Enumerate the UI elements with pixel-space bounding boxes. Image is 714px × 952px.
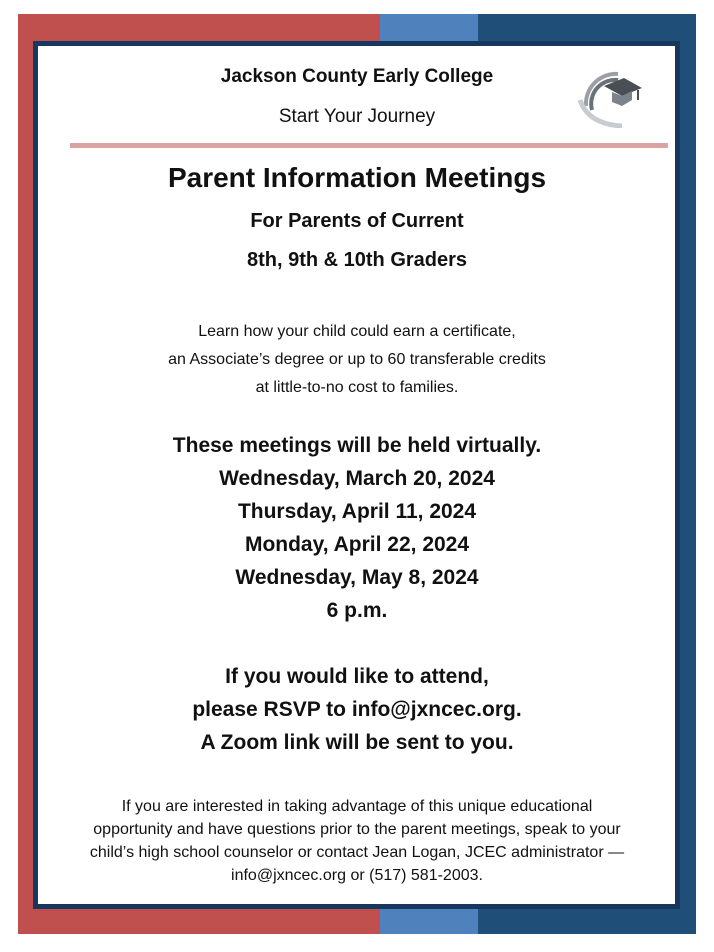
- rsvp-line-2: please RSVP to info@jxncec.org.: [192, 698, 522, 721]
- rsvp-line-3: A Zoom link will be sent to you.: [200, 731, 514, 754]
- meeting-date: Wednesday, March 20, 2024: [219, 467, 495, 490]
- intro-line-2: an Associate’s degree or up to 60 transferable credits: [168, 351, 546, 368]
- intro-line-3: at little-to-no cost to families.: [255, 379, 459, 396]
- footer-line-4: info@jxncec.org or (517) 581-2003.: [231, 867, 483, 884]
- footer-line-1: If you are interested in taking advantage of this unique educational: [121, 798, 593, 815]
- school-name: Jackson County Early College: [220, 66, 494, 87]
- tagline: Start Your Journey: [278, 106, 436, 127]
- footer-line-3: child’s high school counselor or contact Jean Logan, JCEC administrator —: [89, 844, 625, 861]
- graduation-cap-logo-icon: [578, 66, 644, 128]
- subtitle-line-1: For Parents of Current: [250, 210, 464, 232]
- meeting-date: Thursday, April 11, 2024: [237, 500, 477, 523]
- meetings-heading: These meetings will be held virtually.: [172, 434, 542, 457]
- meeting-time: 6 p.m.: [326, 599, 388, 622]
- footer-line-2: opportunity and have questions prior to the parent meetings, speak to your: [93, 821, 621, 838]
- intro-line-1: Learn how your child could earn a certificate,: [198, 323, 516, 340]
- meeting-date: Wednesday, May 8, 2024: [235, 566, 479, 589]
- meeting-date: Monday, April 22, 2024: [244, 533, 470, 556]
- header-divider: [70, 143, 668, 148]
- rsvp-line-1: If you would like to attend,: [225, 665, 489, 688]
- page-title: Parent Information Meetings: [167, 162, 547, 193]
- subtitle-line-2: 8th, 9th & 10th Graders: [246, 249, 468, 271]
